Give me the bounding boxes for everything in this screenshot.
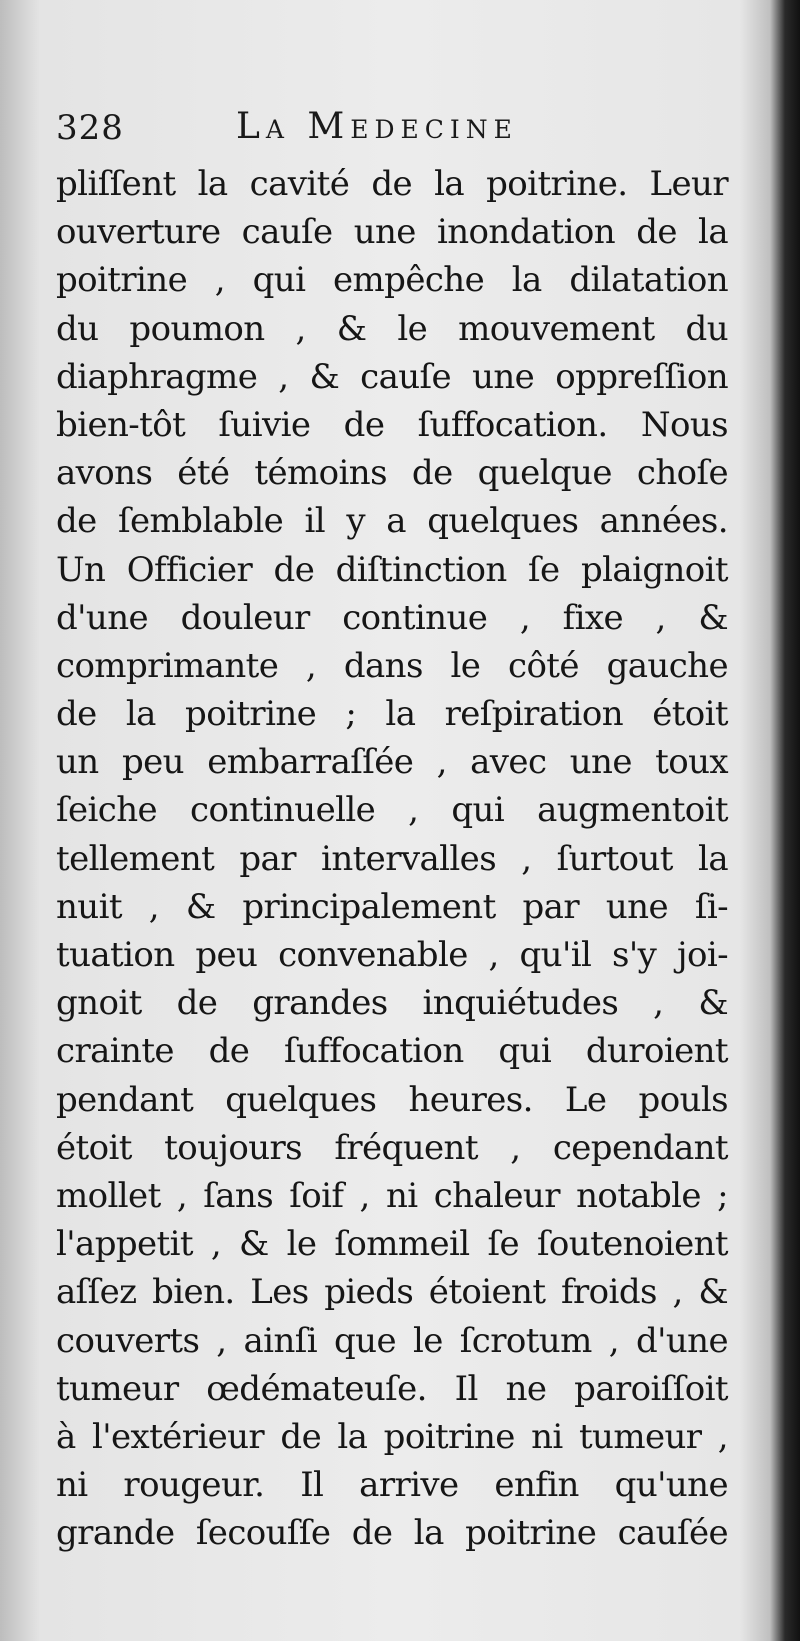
text-line: ni rougeur. Il arrive enfin qu'une [56, 1465, 728, 1506]
text-line: diaphragme , & cauſe une oppreſſion [56, 356, 728, 397]
text-line: aſſez bien. Les pieds étoient froids , & [56, 1272, 728, 1313]
text-line: ouverture cauſe une inondation de la [56, 212, 728, 253]
text-line: l'appetit , & le ſommeil ſe ſoutenoient [56, 1224, 728, 1265]
text-line: tellement par intervalles , ſurtout la [56, 838, 728, 879]
body-text [56, 160, 728, 1557]
text-line: ſeiche continuelle , qui augmentoit [56, 790, 728, 831]
page-header [56, 108, 736, 160]
text-line: comprimante , dans le côté gauche [56, 645, 728, 686]
text-line: de ſemblable il y a quelques années. [56, 501, 728, 542]
text-line: grande ſecouſſe de la poitrine cauſée [56, 1513, 728, 1554]
text-line: gnoit de grandes inquiétudes , & [56, 983, 728, 1024]
text-line: nuit , & principalement par une ſi- [56, 886, 728, 927]
text-line: étoit toujours fréquent , cependant [56, 1127, 728, 1168]
text-line: mollet , ſans ſoif , ni chaleur notable ; [56, 1175, 728, 1216]
text-line: crainte de ſuffocation qui duroient [56, 1031, 728, 1072]
text-line: pendant quelques heures. Le pouls [56, 1079, 728, 1120]
text-line: tuation peu convenable , qu'il s'y joi- [56, 935, 728, 975]
text-line: bien-tôt ſuivie de ſuffocation. Nous [56, 404, 728, 445]
text-line: tumeur œdémateuſe. Il ne paroiſſoit [56, 1368, 728, 1409]
text-line: pliſſent la cavité de la poitrine. Leur [56, 164, 728, 204]
text-line: un peu embarraſſée , avec une toux [56, 742, 728, 783]
text-line: de la poitrine ; la reſpiration étoit [56, 694, 728, 735]
text-line: poitrine , qui empêche la dilatation [56, 260, 728, 301]
page-number: 328 [56, 108, 124, 148]
text-line: couverts , ainſi que le ſcrotum , d'une [56, 1320, 728, 1361]
text-line: à l'extérieur de la poitrine ni tumeur , [56, 1416, 728, 1457]
text-line: du poumon , & le mouvement du [56, 308, 728, 349]
text-line: Un Officier de diſtinction ſe plaignoit [56, 549, 728, 590]
text-line: d'une douleur continue , fixe , & [56, 597, 728, 638]
running-title: La Medecine [236, 106, 518, 147]
text-line: avons été témoins de quelque choſe [56, 453, 728, 494]
